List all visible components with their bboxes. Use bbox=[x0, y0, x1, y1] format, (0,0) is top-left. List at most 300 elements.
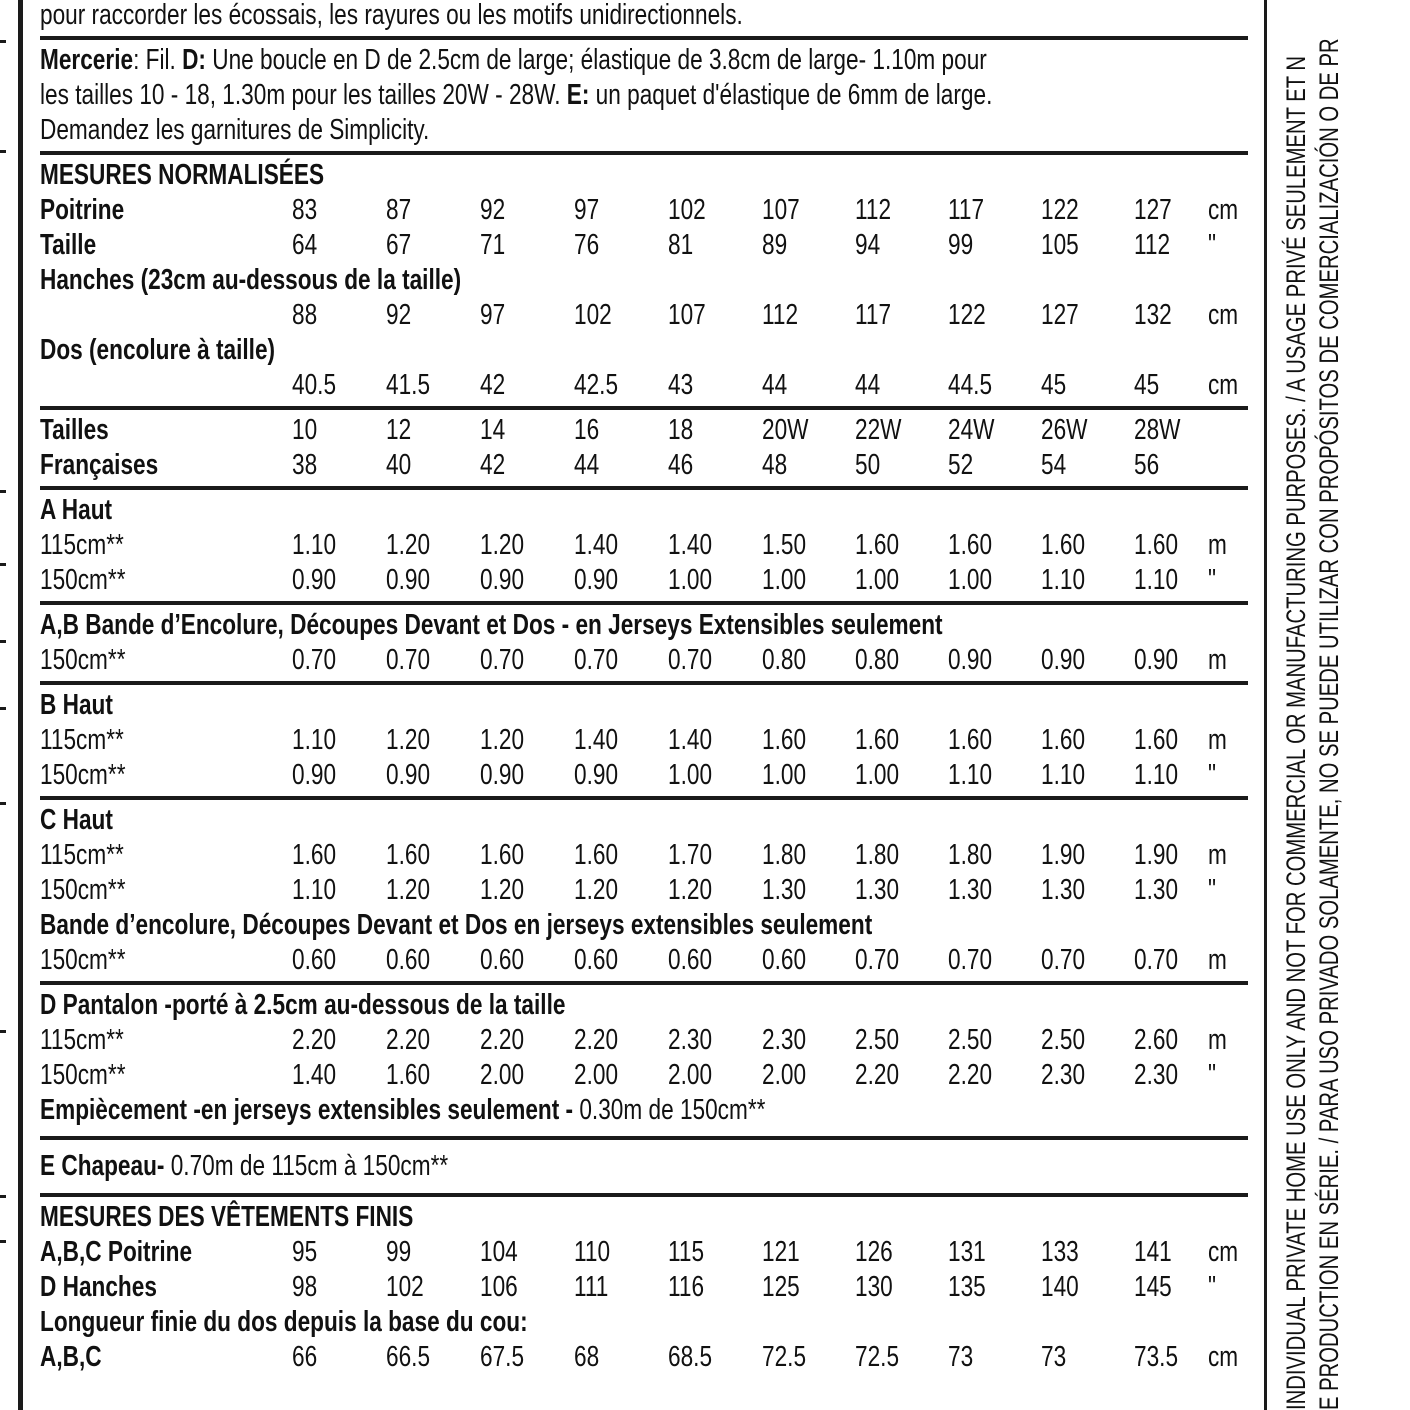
cell-value: 2.30 bbox=[1041, 1059, 1086, 1091]
cell-value: 1.70 bbox=[668, 839, 713, 871]
cell-value: 73.5 bbox=[1134, 1341, 1179, 1373]
cell-value: 1.60 bbox=[386, 839, 431, 871]
cell-value: 67.5 bbox=[480, 1341, 525, 1373]
cell-value: 107 bbox=[762, 194, 800, 226]
table-row bbox=[40, 193, 1248, 228]
cut-mark bbox=[0, 1195, 6, 1198]
view-c-section bbox=[40, 803, 1248, 978]
view-e-line bbox=[40, 1149, 1246, 1184]
view-d-section bbox=[40, 988, 1248, 1128]
cell-value: 130 bbox=[855, 1271, 893, 1303]
cell-value: 1.60 bbox=[480, 839, 525, 871]
cell-value: 1.50 bbox=[762, 529, 807, 561]
row-label: 150cm** bbox=[40, 564, 126, 596]
cell-value: 10 bbox=[292, 414, 318, 446]
notions-text: les tailles 10 - 18, 1.30m pour les tailles 20W - 28W. bbox=[40, 79, 567, 111]
cell-value: 127 bbox=[1041, 299, 1079, 331]
cell-value: 1.00 bbox=[948, 564, 993, 596]
size-rows bbox=[40, 413, 1248, 483]
cell-value: 42 bbox=[480, 449, 506, 481]
cell-value: 1.40 bbox=[668, 529, 713, 561]
notions-text: : Fil. bbox=[133, 44, 183, 76]
cell-value: 1.10 bbox=[1041, 759, 1086, 791]
view-e-marker: E: bbox=[566, 79, 590, 111]
cell-value: 66 bbox=[292, 1341, 318, 1373]
cut-mark bbox=[0, 707, 6, 710]
cell-value: 40 bbox=[386, 449, 412, 481]
cell-value: 141 bbox=[1134, 1236, 1172, 1268]
view-a-section bbox=[40, 493, 1248, 598]
cell-value: 112 bbox=[762, 299, 799, 331]
cut-mark bbox=[0, 490, 6, 493]
notions-line-1 bbox=[40, 43, 1246, 78]
unit-label: cm bbox=[1208, 1341, 1239, 1373]
cell-value: 1.00 bbox=[668, 564, 713, 596]
divider bbox=[40, 406, 1248, 410]
cell-value: 2.30 bbox=[762, 1024, 807, 1056]
cell-value: 2.20 bbox=[855, 1059, 900, 1091]
cell-value: 1.60 bbox=[1134, 724, 1179, 756]
view-c-band-rows bbox=[40, 943, 1248, 978]
table-row bbox=[40, 563, 1248, 598]
cell-value: 43 bbox=[668, 369, 694, 401]
cell-value: 22W bbox=[855, 414, 902, 446]
table-row bbox=[40, 368, 1248, 403]
cell-value: 126 bbox=[855, 1236, 893, 1268]
section-title: B Haut bbox=[40, 689, 113, 721]
cell-value: 102 bbox=[574, 299, 612, 331]
unit-label: " bbox=[1208, 874, 1217, 906]
notions-line-2 bbox=[40, 78, 1246, 113]
cell-value: 1.20 bbox=[386, 874, 431, 906]
notions-text: un paquet d'élastique de 6mm de large. bbox=[589, 79, 993, 111]
cell-value: 133 bbox=[1041, 1236, 1079, 1268]
table-row bbox=[40, 873, 1248, 908]
table-row bbox=[40, 1340, 1248, 1375]
divider bbox=[40, 796, 1248, 800]
unit-label: cm bbox=[1208, 1236, 1239, 1268]
table-row bbox=[40, 1235, 1248, 1270]
cell-value: 0.90 bbox=[292, 759, 337, 791]
cell-value: 0.60 bbox=[668, 944, 713, 976]
unit-label: " bbox=[1208, 229, 1217, 261]
cell-value: 0.80 bbox=[762, 644, 807, 676]
cell-value: 71 bbox=[480, 229, 506, 261]
cell-value: 68.5 bbox=[668, 1341, 713, 1373]
cell-value: 1.60 bbox=[574, 839, 619, 871]
row-label: 150cm** bbox=[40, 759, 126, 791]
cell-value: 99 bbox=[948, 229, 974, 261]
cell-value: 2.30 bbox=[668, 1024, 713, 1056]
cell-value: 73 bbox=[1041, 1341, 1067, 1373]
cell-value: 1.10 bbox=[948, 759, 993, 791]
cut-mark bbox=[0, 1030, 6, 1033]
unit-label: " bbox=[1208, 1059, 1217, 1091]
cell-value: 1.30 bbox=[762, 874, 807, 906]
cell-value: 121 bbox=[762, 1236, 800, 1268]
cell-value: 1.40 bbox=[292, 1059, 337, 1091]
cell-value: 0.90 bbox=[1134, 644, 1179, 676]
cell-value: 107 bbox=[668, 299, 706, 331]
cell-value: 72.5 bbox=[855, 1341, 900, 1373]
unit-label: cm bbox=[1208, 299, 1239, 331]
unit-label: m bbox=[1208, 529, 1227, 561]
unit-label: m bbox=[1208, 839, 1227, 871]
cell-value: 0.60 bbox=[574, 944, 619, 976]
view-ab-band-section bbox=[40, 608, 1248, 678]
cell-value: 73 bbox=[948, 1341, 974, 1373]
cell-value: 127 bbox=[1134, 194, 1172, 226]
divider bbox=[40, 1193, 1248, 1197]
yardage-chart bbox=[40, 0, 1248, 1375]
cell-value: 115 bbox=[668, 1236, 705, 1268]
unit-label: m bbox=[1208, 1024, 1227, 1056]
cell-value: 1.60 bbox=[855, 529, 900, 561]
cell-value: 2.00 bbox=[762, 1059, 807, 1091]
cell-value: 20W bbox=[762, 414, 809, 446]
finished-measurements-section bbox=[40, 1200, 1248, 1375]
cell-value: 1.20 bbox=[386, 529, 431, 561]
intro-text: pour raccorder les écossais, les rayures ou les motifs unidirectionnels. bbox=[40, 0, 743, 31]
section-title: A Haut bbox=[40, 494, 113, 526]
table-row bbox=[40, 1058, 1248, 1093]
subsection-title: Longueur finie du dos depuis la base du cou: bbox=[40, 1306, 528, 1338]
cell-value: 1.10 bbox=[292, 724, 337, 756]
cell-value: 50 bbox=[855, 449, 881, 481]
cut-mark bbox=[0, 40, 6, 43]
cell-value: 92 bbox=[386, 299, 412, 331]
cell-value: 1.60 bbox=[1041, 529, 1086, 561]
cell-value: 2.00 bbox=[480, 1059, 525, 1091]
cell-value: 145 bbox=[1134, 1271, 1172, 1303]
cell-value: 1.40 bbox=[574, 529, 619, 561]
cell-value: 112 bbox=[855, 194, 892, 226]
row-label: 115cm** bbox=[40, 1024, 124, 1056]
cell-value: 1.90 bbox=[1041, 839, 1086, 871]
cell-value: 54 bbox=[1041, 449, 1067, 481]
cell-value: 116 bbox=[668, 1271, 705, 1303]
cell-value: 0.90 bbox=[948, 644, 993, 676]
cell-value: 0.70 bbox=[1134, 944, 1179, 976]
row-label: Françaises bbox=[40, 449, 159, 481]
cut-mark bbox=[0, 1240, 6, 1243]
notions-label: Mercerie bbox=[40, 44, 134, 76]
cell-value: 0.90 bbox=[574, 759, 619, 791]
cut-mark bbox=[0, 150, 6, 153]
row-label: 150cm** bbox=[40, 944, 126, 976]
cell-value: 1.20 bbox=[668, 874, 713, 906]
cell-value: 44 bbox=[855, 369, 881, 401]
divider bbox=[40, 1136, 1248, 1140]
cell-value: 81 bbox=[668, 229, 694, 261]
cell-value: 102 bbox=[668, 194, 706, 226]
unit-label: " bbox=[1208, 564, 1217, 596]
cell-value: 28W bbox=[1134, 414, 1181, 446]
cell-value: 2.20 bbox=[292, 1024, 337, 1056]
body-measurements-section bbox=[40, 158, 1248, 403]
cell-value: 1.20 bbox=[480, 529, 525, 561]
cell-value: 16 bbox=[574, 414, 600, 446]
cell-value: 110 bbox=[574, 1236, 611, 1268]
sizes-section bbox=[40, 413, 1248, 483]
cell-value: 122 bbox=[948, 299, 986, 331]
cell-value: 41.5 bbox=[386, 369, 431, 401]
cell-value: 0.70 bbox=[668, 644, 713, 676]
usage-notice-line-2: E PRODUCTION EN SÉRIE. / PARA USO PRIVADO SOLAMENTE, NO SE PUEDE UTILIZAR CON PROPÓSITOS DE COMERCIALIZACIÓN O DE PR bbox=[1314, 38, 1344, 1410]
notions-text: Une boucle en D de 2.5cm de large; élastique de 3.8cm de large- 1.10m pour bbox=[205, 44, 987, 76]
row-label: 115cm** bbox=[40, 529, 124, 561]
cell-value: 1.00 bbox=[855, 759, 900, 791]
view-ab-band-rows bbox=[40, 643, 1248, 678]
cell-value: 0.70 bbox=[948, 944, 993, 976]
cell-value: 140 bbox=[1041, 1271, 1079, 1303]
cell-value: 0.70 bbox=[386, 644, 431, 676]
unit-label: m bbox=[1208, 944, 1227, 976]
cell-value: 1.10 bbox=[1134, 564, 1179, 596]
section-title: D Pantalon -porté à 2.5cm au-dessous de la taille bbox=[40, 989, 566, 1021]
usage-notice bbox=[1280, 0, 1346, 1410]
cell-value: 87 bbox=[386, 194, 412, 226]
notions-section bbox=[40, 43, 1248, 148]
view-b-section bbox=[40, 688, 1248, 793]
cell-value: 117 bbox=[855, 299, 892, 331]
cell-value: 2.20 bbox=[386, 1024, 431, 1056]
cell-value: 1.60 bbox=[948, 529, 993, 561]
cell-value: 45 bbox=[1041, 369, 1067, 401]
view-e-label: E Chapeau- bbox=[40, 1150, 171, 1182]
cell-value: 1.10 bbox=[292, 529, 337, 561]
unit-label: m bbox=[1208, 724, 1227, 756]
cell-value: 2.00 bbox=[668, 1059, 713, 1091]
cell-value: 106 bbox=[480, 1271, 518, 1303]
cell-value: 1.60 bbox=[1134, 529, 1179, 561]
cell-value: 0.90 bbox=[386, 564, 431, 596]
cell-value: 18 bbox=[668, 414, 694, 446]
left-border-rule bbox=[18, 0, 23, 1410]
cell-value: 68 bbox=[574, 1341, 600, 1373]
cell-value: 111 bbox=[574, 1271, 609, 1303]
row-label: D Hanches bbox=[40, 1271, 157, 1303]
cell-value: 97 bbox=[480, 299, 506, 331]
cell-value: 1.30 bbox=[948, 874, 993, 906]
cell-value: 2.50 bbox=[1041, 1024, 1086, 1056]
cell-value: 89 bbox=[762, 229, 788, 261]
cell-value: 1.10 bbox=[1134, 759, 1179, 791]
cut-mark bbox=[0, 802, 6, 805]
cell-value: 1.20 bbox=[574, 874, 619, 906]
table-row bbox=[40, 758, 1248, 793]
cell-value: 2.60 bbox=[1134, 1024, 1179, 1056]
cell-value: 14 bbox=[480, 414, 506, 446]
cell-value: 0.60 bbox=[386, 944, 431, 976]
cell-value: 0.80 bbox=[855, 644, 900, 676]
cell-value: 44 bbox=[762, 369, 788, 401]
yoke-label: Empiècement -en jerseys extensibles seulement - bbox=[40, 1094, 580, 1126]
cell-value: 2.20 bbox=[948, 1059, 993, 1091]
cell-value: 1.90 bbox=[1134, 839, 1179, 871]
view-d-marker: D: bbox=[182, 44, 206, 76]
cell-value: 95 bbox=[292, 1236, 318, 1268]
cell-value: 2.20 bbox=[480, 1024, 525, 1056]
back-length-rows bbox=[40, 1340, 1248, 1375]
table-row bbox=[40, 333, 1248, 368]
unit-label: m bbox=[1208, 644, 1227, 676]
section-title: MESURES DES VÊTEMENTS FINIS bbox=[40, 1201, 414, 1233]
body-measurement-rows bbox=[40, 193, 1248, 403]
cell-value: 0.70 bbox=[292, 644, 337, 676]
cell-value: 1.00 bbox=[855, 564, 900, 596]
cell-value: 1.30 bbox=[1134, 874, 1179, 906]
divider bbox=[40, 151, 1248, 155]
cell-value: 1.10 bbox=[1041, 564, 1086, 596]
table-row bbox=[40, 448, 1248, 483]
cell-value: 98 bbox=[292, 1271, 318, 1303]
cell-value: 0.90 bbox=[574, 564, 619, 596]
cell-value: 1.60 bbox=[386, 1059, 431, 1091]
cell-value: 24W bbox=[948, 414, 995, 446]
cell-value: 2.00 bbox=[574, 1059, 619, 1091]
cut-mark bbox=[0, 640, 6, 643]
unit-label: cm bbox=[1208, 194, 1239, 226]
cell-value: 112 bbox=[1134, 229, 1171, 261]
row-label: 150cm** bbox=[40, 1059, 126, 1091]
cell-value: 1.60 bbox=[762, 724, 807, 756]
cell-value: 1.30 bbox=[855, 874, 900, 906]
cell-value: 0.70 bbox=[480, 644, 525, 676]
cell-value: 131 bbox=[948, 1236, 986, 1268]
table-row bbox=[40, 1023, 1248, 1058]
cell-value: 1.80 bbox=[855, 839, 900, 871]
view-c-rows bbox=[40, 838, 1248, 908]
cell-value: 76 bbox=[574, 229, 600, 261]
yoke-line bbox=[40, 1093, 1246, 1128]
cell-value: 2.50 bbox=[948, 1024, 993, 1056]
table-row bbox=[40, 228, 1248, 263]
divider bbox=[40, 601, 1248, 605]
table-row bbox=[40, 528, 1248, 563]
cut-mark bbox=[0, 563, 6, 566]
yoke-value: 0.30m de 150cm** bbox=[579, 1094, 766, 1126]
divider bbox=[40, 36, 1248, 40]
right-border-rule bbox=[1264, 0, 1267, 1410]
section-title: MESURES NORMALISÉES bbox=[40, 159, 325, 191]
row-label: 150cm** bbox=[40, 644, 126, 676]
cell-value: 117 bbox=[948, 194, 985, 226]
row-label: 115cm** bbox=[40, 724, 124, 756]
cell-value: 0.60 bbox=[480, 944, 525, 976]
cell-value: 2.50 bbox=[855, 1024, 900, 1056]
cell-value: 42.5 bbox=[574, 369, 619, 401]
cell-value: 1.60 bbox=[1041, 724, 1086, 756]
view-d-rows bbox=[40, 1023, 1248, 1093]
cell-value: 1.20 bbox=[386, 724, 431, 756]
subsection-title: Bande d’encolure, Découpes Devant et Dos en jerseys extensibles seulement bbox=[40, 909, 873, 941]
divider bbox=[40, 486, 1248, 490]
cell-value: 1.30 bbox=[1041, 874, 1086, 906]
cell-value: 0.90 bbox=[480, 564, 525, 596]
cell-value: 0.90 bbox=[292, 564, 337, 596]
cell-value: 1.80 bbox=[948, 839, 993, 871]
table-row bbox=[40, 943, 1248, 978]
cell-value: 0.70 bbox=[855, 944, 900, 976]
section-title: C Haut bbox=[40, 804, 113, 836]
view-e-section bbox=[40, 1143, 1248, 1190]
cell-value: 83 bbox=[292, 194, 318, 226]
cell-value: 1.60 bbox=[855, 724, 900, 756]
cell-value: 105 bbox=[1041, 229, 1079, 261]
cell-value: 40.5 bbox=[292, 369, 337, 401]
unit-label: cm bbox=[1208, 369, 1239, 401]
row-label: Poitrine bbox=[40, 194, 125, 226]
row-label: A,B,C Poitrine bbox=[40, 1236, 193, 1268]
cell-value: 1.20 bbox=[480, 874, 525, 906]
cell-value: 1.00 bbox=[762, 759, 807, 791]
cell-value: 0.70 bbox=[574, 644, 619, 676]
view-e-value: 0.70m de 115cm à 150cm** bbox=[170, 1150, 449, 1182]
row-label: A,B,C bbox=[40, 1341, 102, 1373]
cell-value: 72.5 bbox=[762, 1341, 807, 1373]
cell-value: 88 bbox=[292, 299, 318, 331]
table-row bbox=[40, 413, 1248, 448]
cell-value: 0.60 bbox=[762, 944, 807, 976]
cell-value: 44 bbox=[574, 449, 600, 481]
cell-value: 122 bbox=[1041, 194, 1079, 226]
cell-value: 1.40 bbox=[668, 724, 713, 756]
cell-value: 92 bbox=[480, 194, 506, 226]
cell-value: 99 bbox=[386, 1236, 412, 1268]
cell-value: 0.90 bbox=[386, 759, 431, 791]
cell-value: 1.20 bbox=[480, 724, 525, 756]
cell-value: 94 bbox=[855, 229, 881, 261]
view-b-rows bbox=[40, 723, 1248, 793]
cell-value: 104 bbox=[480, 1236, 518, 1268]
cell-value: 135 bbox=[948, 1271, 986, 1303]
cell-value: 1.60 bbox=[948, 724, 993, 756]
table-row bbox=[40, 263, 1248, 298]
cell-value: 0.70 bbox=[1041, 944, 1086, 976]
table-row bbox=[40, 723, 1248, 758]
cell-value: 64 bbox=[292, 229, 318, 261]
unit-label: " bbox=[1208, 759, 1217, 791]
cell-value: 48 bbox=[762, 449, 788, 481]
unit-label: " bbox=[1208, 1271, 1217, 1303]
cell-value: 1.00 bbox=[668, 759, 713, 791]
row-label: 115cm** bbox=[40, 839, 124, 871]
cell-value: 42 bbox=[480, 369, 506, 401]
section-title: A,B Bande d’Encolure, Découpes Devant et Dos - en Jerseys Extensibles seulement bbox=[40, 609, 943, 641]
row-label: 150cm** bbox=[40, 874, 126, 906]
cell-value: 56 bbox=[1134, 449, 1160, 481]
cell-value: 45 bbox=[1134, 369, 1160, 401]
cell-value: 12 bbox=[386, 414, 412, 446]
table-row bbox=[40, 298, 1248, 333]
cell-value: 97 bbox=[574, 194, 600, 226]
cell-value: 38 bbox=[292, 449, 318, 481]
cell-value: 66.5 bbox=[386, 1341, 431, 1373]
row-label: Taille bbox=[40, 229, 97, 261]
cell-value: 67 bbox=[386, 229, 412, 261]
cell-value: 0.90 bbox=[1041, 644, 1086, 676]
usage-notice-line-1: INDIVIDUAL PRIVATE HOME USE ONLY AND NOT FOR COMMERCIAL OR MANUFACTURING PURPOSES. / A USAGE PRIVÉ SEULEMENT ET N bbox=[1281, 55, 1311, 1410]
cell-value: 2.20 bbox=[574, 1024, 619, 1056]
cell-value: 1.60 bbox=[292, 839, 337, 871]
cell-value: 1.00 bbox=[762, 564, 807, 596]
cell-value: 46 bbox=[668, 449, 694, 481]
cell-value: 26W bbox=[1041, 414, 1088, 446]
view-a-rows bbox=[40, 528, 1248, 598]
cell-value: 102 bbox=[386, 1271, 424, 1303]
table-row bbox=[40, 643, 1248, 678]
